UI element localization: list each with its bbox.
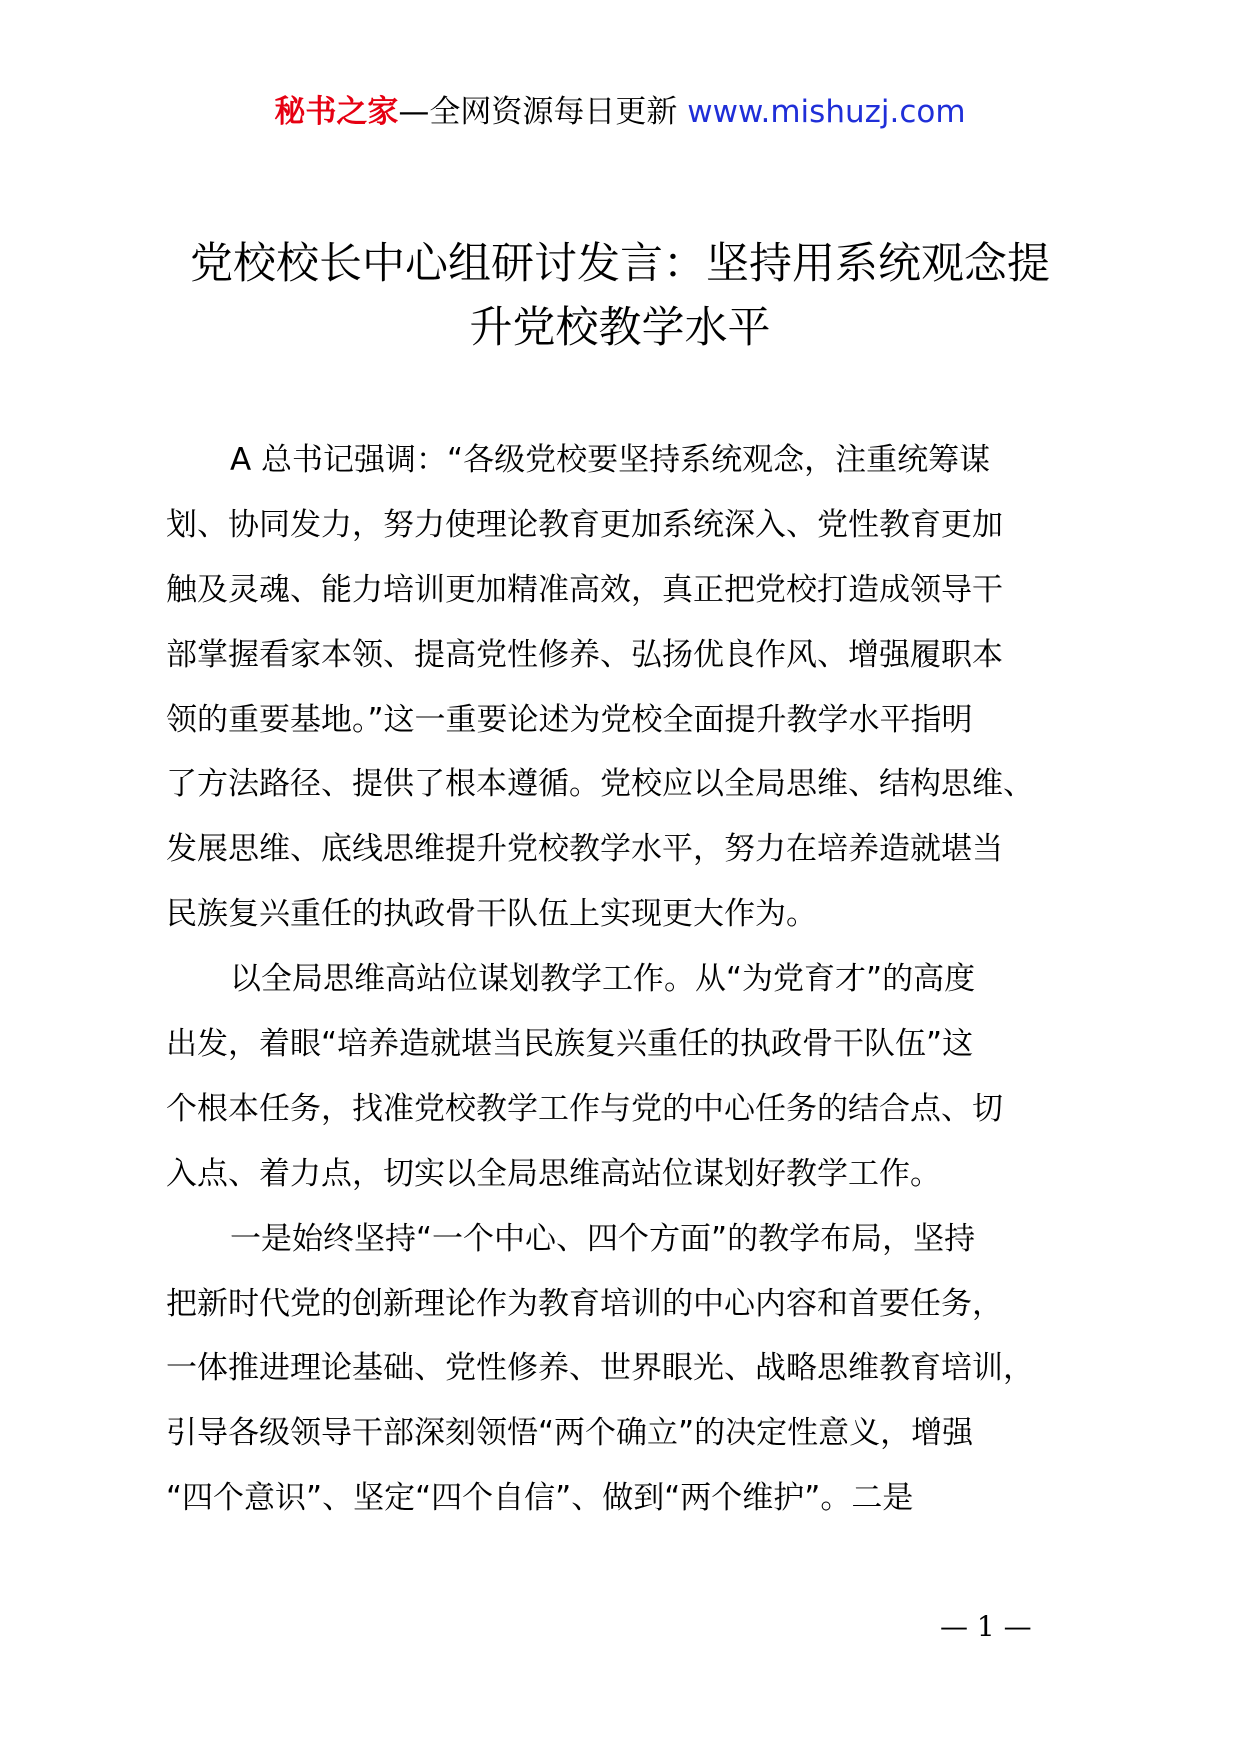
document-title [140,232,1100,360]
page-number: — 1 — [940,1610,1032,1643]
text-line: 个根本任务，找准党校教学工作与党的中心任务的结合点、切 [166,1090,1003,1127]
title-line: 升党校教学水平 [469,303,771,353]
paragraph [166,947,1086,1207]
text-line: 引导各级领导干部深刻领悟“两个确立”的决定性意义，增强 [166,1415,974,1452]
text-line: 了方法路径、提供了根本遵循。党校应以全局思维、结构思维、 [166,766,1034,803]
site-header [0,92,1240,132]
text-line: 把新时代党的创新理论作为教育培训的中心内容和首要任务， [166,1285,1003,1322]
text-line: 以全局思维高站位谋划教学工作。从“为党育才”的高度 [230,961,976,998]
text-line: 入点、着力点，切实以全局思维高站位谋划好教学工作。 [166,1155,941,1192]
document-body [166,428,1086,1531]
site-url-link[interactable]: www.mishuzj.com [687,94,966,130]
text-line: 领的重要基地。”这一重要论述为党校全面提升教学水平指明 [166,701,973,738]
text-line: A 总书记强调：“各级党校要坚持系统观念，注重统筹谋 [230,442,991,478]
text-line: 出发，着眼“培养造就堪当民族复兴重任的执政骨干队伍”这 [166,1026,974,1063]
paragraph [166,428,1086,947]
text-line: 一是始终坚持“一个中心、四个方面”的教学布局，坚持 [230,1220,976,1257]
title-line: 党校校长中心组研讨发言：坚持用系统观念提 [190,239,1050,289]
header-tagline: —全网资源每日更新 [398,94,678,130]
brand-name: 秘书之家 [274,94,399,130]
text-line: “四个意识”、坚定“四个自信”、做到“两个维护”。二是 [166,1480,914,1517]
text-line: 一体推进理论基础、党性修养、世界眼光、战略思维教育培训， [166,1350,1034,1387]
text-line: 部掌握看家本领、提高党性修养、弘扬优良作风、增强履职本 [166,636,1003,673]
text-line: 民族复兴重任的执政骨干队伍上实现更大作为。 [166,896,817,933]
paragraph [166,1207,1086,1531]
text-line: 划、协同发力，努力使理论教育更加系统深入、党性教育更加 [166,506,1003,543]
text-line: 触及灵魂、能力培训更加精准高效，真正把党校打造成领导干 [166,571,1003,608]
text-line: 发展思维、底线思维提升党校教学水平，努力在培养造就堪当 [166,831,1003,868]
